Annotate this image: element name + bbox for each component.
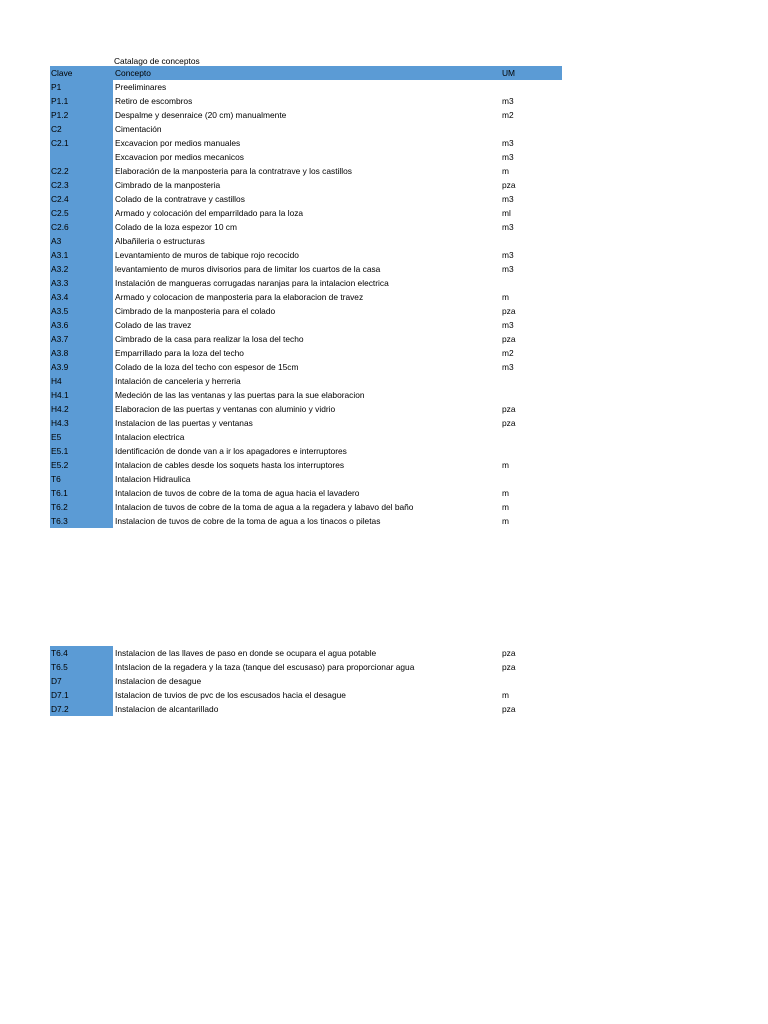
cell-um xyxy=(501,674,562,688)
cell-um: m3 xyxy=(502,138,514,148)
cell-clave: D7.2 xyxy=(50,702,113,716)
cell-concepto: Colado de la loza espezor 10 cm xyxy=(115,222,237,232)
cell-concepto: Instalacion de alcantarillado xyxy=(115,704,219,714)
cell-um: m xyxy=(502,292,509,302)
table-row xyxy=(50,178,562,192)
table-row xyxy=(50,220,562,234)
cell-um xyxy=(501,374,562,388)
cell-clave: A3.2 xyxy=(50,262,113,276)
table-row xyxy=(50,674,562,688)
cell-concepto: Armado y colocación del emparrildado para la loza xyxy=(115,208,304,218)
cell-concepto: Emparrillado para la loza del techo xyxy=(115,348,244,358)
cell-concepto: levantamiento de muros divisorios para de limitar los cuartos de la casa xyxy=(115,264,381,274)
cell-clave: C2 xyxy=(50,122,113,136)
cell-clave: D7 xyxy=(50,674,113,688)
table-row xyxy=(50,164,562,178)
table-header-row xyxy=(50,66,562,80)
cell-um xyxy=(501,234,562,248)
cell-um: m3 xyxy=(502,264,514,274)
cell-concepto: Armado y colocacion de manposteria para la elaboracion de travez xyxy=(115,292,364,302)
cell-concepto: Medeción de las las ventanas y las puertas para la sue elaboracion xyxy=(115,390,365,400)
table-row xyxy=(50,444,562,458)
cell-um: m2 xyxy=(502,110,514,120)
cell-concepto: Instalacion de las llaves de paso en donde se ocupara el agua potable xyxy=(115,648,377,658)
header-clave: Clave xyxy=(50,66,113,80)
header-um: UM xyxy=(501,66,562,80)
cell-clave: E5 xyxy=(50,430,113,444)
cell-concepto: Retiro de escombros xyxy=(115,96,193,106)
cell-clave: T6 xyxy=(50,472,113,486)
cell-um: m3 xyxy=(502,362,514,372)
cell-concepto: Elaboracion de las puertas y ventanas con aluminio y vidrio xyxy=(115,404,336,414)
cell-clave: A3.6 xyxy=(50,318,113,332)
cell-clave: P1.2 xyxy=(50,108,113,122)
cell-um xyxy=(501,472,562,486)
cell-concepto: Despalme y desenraice (20 cm) manualmente xyxy=(115,110,287,120)
cell-um: m3 xyxy=(502,96,514,106)
table-row xyxy=(50,150,562,164)
cell-concepto: Instalacion de desague xyxy=(115,676,202,686)
cell-clave: T6.3 xyxy=(50,514,113,528)
table-row xyxy=(50,374,562,388)
cell-um: m3 xyxy=(502,152,514,162)
cell-concepto: Cimentación xyxy=(115,124,162,134)
cell-um: pza xyxy=(502,704,516,714)
cell-um: m3 xyxy=(502,250,514,260)
cell-um xyxy=(501,80,562,94)
cell-um: ml xyxy=(502,208,511,218)
table-body xyxy=(50,646,562,716)
table-row xyxy=(50,262,562,276)
cell-clave: H4.2 xyxy=(50,402,113,416)
cell-um: pza xyxy=(502,334,516,344)
cell-um xyxy=(501,122,562,136)
cell-concepto: Albañileria o estructuras xyxy=(115,236,205,246)
table-row xyxy=(50,248,562,262)
cell-um xyxy=(501,444,562,458)
cell-clave: C2.5 xyxy=(50,206,113,220)
cell-um: m xyxy=(502,166,509,176)
table-row xyxy=(50,192,562,206)
header-concepto: Concepto xyxy=(113,66,501,80)
cell-um: m3 xyxy=(502,222,514,232)
table-row xyxy=(50,94,562,108)
cell-concepto: Intslacion de la regadera y la taza (tanque del escusaso) para proporcionar agua xyxy=(115,662,415,672)
cell-concepto: Cimbrado de la manposteria para el colado xyxy=(115,306,276,316)
cell-concepto: Instalacion de las puertas y ventanas xyxy=(115,418,253,428)
table-row xyxy=(50,276,562,290)
cell-clave: T6.1 xyxy=(50,486,113,500)
table-row xyxy=(50,688,562,702)
table-row xyxy=(50,290,562,304)
cell-um xyxy=(501,276,562,290)
cell-clave: A3.8 xyxy=(50,346,113,360)
cell-concepto: Intalacion de tuvos de cobre de la toma de agua hacia el lavadero xyxy=(115,488,360,498)
cell-clave: C2.2 xyxy=(50,164,113,178)
cell-um: m xyxy=(502,460,509,470)
cell-clave: P1 xyxy=(50,80,113,94)
table-row xyxy=(50,304,562,318)
cell-clave: A3 xyxy=(50,234,113,248)
cell-concepto: Preeliminares xyxy=(115,82,167,92)
cell-clave: D7.1 xyxy=(50,688,113,702)
cell-concepto: Intalacion Hidraulica xyxy=(115,474,191,484)
table-row xyxy=(50,458,562,472)
cell-um: pza xyxy=(502,180,516,190)
table-row xyxy=(50,136,562,150)
cell-concepto: Cimbrado de la manposteria xyxy=(115,180,221,190)
table-row xyxy=(50,206,562,220)
cell-concepto: Identificación de donde van a ir los apagadores e interruptores xyxy=(115,446,347,456)
cell-um: m3 xyxy=(502,320,514,330)
cell-um: pza xyxy=(502,404,516,414)
cell-clave: A3.9 xyxy=(50,360,113,374)
cell-clave: A3.3 xyxy=(50,276,113,290)
table-row xyxy=(50,402,562,416)
table-row xyxy=(50,80,562,94)
cell-um: pza xyxy=(502,306,516,316)
cell-um xyxy=(501,388,562,402)
cell-concepto: Levantamiento de muros de tabique rojo recocido xyxy=(115,250,299,260)
table-row xyxy=(50,122,562,136)
cell-clave: H4.1 xyxy=(50,388,113,402)
cell-clave: H4 xyxy=(50,374,113,388)
cell-um: pza xyxy=(502,662,516,672)
cell-concepto: Instalación de mangueras corrugadas naranjas para la intalacion electrica xyxy=(115,278,389,288)
cell-concepto: Colado de las travez xyxy=(115,320,192,330)
cell-um: m xyxy=(502,516,509,526)
cell-concepto: Instalacion de tuvos de cobre de la toma de agua a los tinacos o piletas xyxy=(115,516,381,526)
cell-clave: H4.3 xyxy=(50,416,113,430)
cell-concepto: Elaboración de la manposteria para la contratrave y los castillos xyxy=(115,166,352,176)
table-row xyxy=(50,360,562,374)
cell-concepto: Colado de la loza del techo con espesor de 15cm xyxy=(115,362,299,372)
cell-concepto: Intalacion electrica xyxy=(115,432,185,442)
cell-clave xyxy=(50,150,113,164)
table-row xyxy=(50,234,562,248)
table-row xyxy=(50,646,562,660)
cell-concepto: Intalacion de tuvos de cobre de la toma de agua a la regadera y labavo del baño xyxy=(115,502,414,512)
concept-table xyxy=(50,66,562,528)
table-row xyxy=(50,332,562,346)
table-row xyxy=(50,500,562,514)
table-row xyxy=(50,346,562,360)
table-row xyxy=(50,472,562,486)
cell-um: m xyxy=(502,502,509,512)
cell-um: pza xyxy=(502,418,516,428)
cell-clave: P1.1 xyxy=(50,94,113,108)
table-row xyxy=(50,108,562,122)
cell-clave: T6.4 xyxy=(50,646,113,660)
concept-table-continued xyxy=(50,646,562,716)
table-row xyxy=(50,514,562,528)
cell-clave: A3.1 xyxy=(50,248,113,262)
cell-concepto: Cimbrado de la casa para realizar la losa del techo xyxy=(115,334,304,344)
cell-concepto: Intalación de canceleria y herreria xyxy=(115,376,241,386)
cell-clave: E5.2 xyxy=(50,458,113,472)
table-row xyxy=(50,702,562,716)
cell-um: m xyxy=(502,690,509,700)
cell-um: m3 xyxy=(502,194,514,204)
cell-concepto: Colado de la contratrave y castillos xyxy=(115,194,245,204)
cell-clave: C2.4 xyxy=(50,192,113,206)
cell-concepto: Excavacion por medios mecanicos xyxy=(115,152,244,162)
cell-um: m xyxy=(502,488,509,498)
table-row xyxy=(50,416,562,430)
table-body xyxy=(50,80,562,528)
table-row xyxy=(50,318,562,332)
table-row xyxy=(50,430,562,444)
cell-clave: T6.2 xyxy=(50,500,113,514)
cell-clave: T6.5 xyxy=(50,660,113,674)
cell-concepto: Istalacion de tuvios de pvc de los escusados hacia el desague xyxy=(115,690,346,700)
cell-clave: C2.3 xyxy=(50,178,113,192)
cell-um: m2 xyxy=(502,348,514,358)
cell-concepto: Excavacion por medios manuales xyxy=(115,138,241,148)
cell-clave: A3.5 xyxy=(50,304,113,318)
cell-clave: E5.1 xyxy=(50,444,113,458)
cell-clave: C2.6 xyxy=(50,220,113,234)
cell-um xyxy=(501,430,562,444)
cell-concepto: Intalacion de cables desde los soquets hasta los interruptores xyxy=(115,460,345,470)
cell-clave: A3.7 xyxy=(50,332,113,346)
table-row xyxy=(50,660,562,674)
cell-um: pza xyxy=(502,648,516,658)
page-title: Catalago de conceptos xyxy=(114,56,200,66)
cell-clave: A3.4 xyxy=(50,290,113,304)
cell-clave: C2.1 xyxy=(50,136,113,150)
table-row xyxy=(50,388,562,402)
table-row xyxy=(50,486,562,500)
